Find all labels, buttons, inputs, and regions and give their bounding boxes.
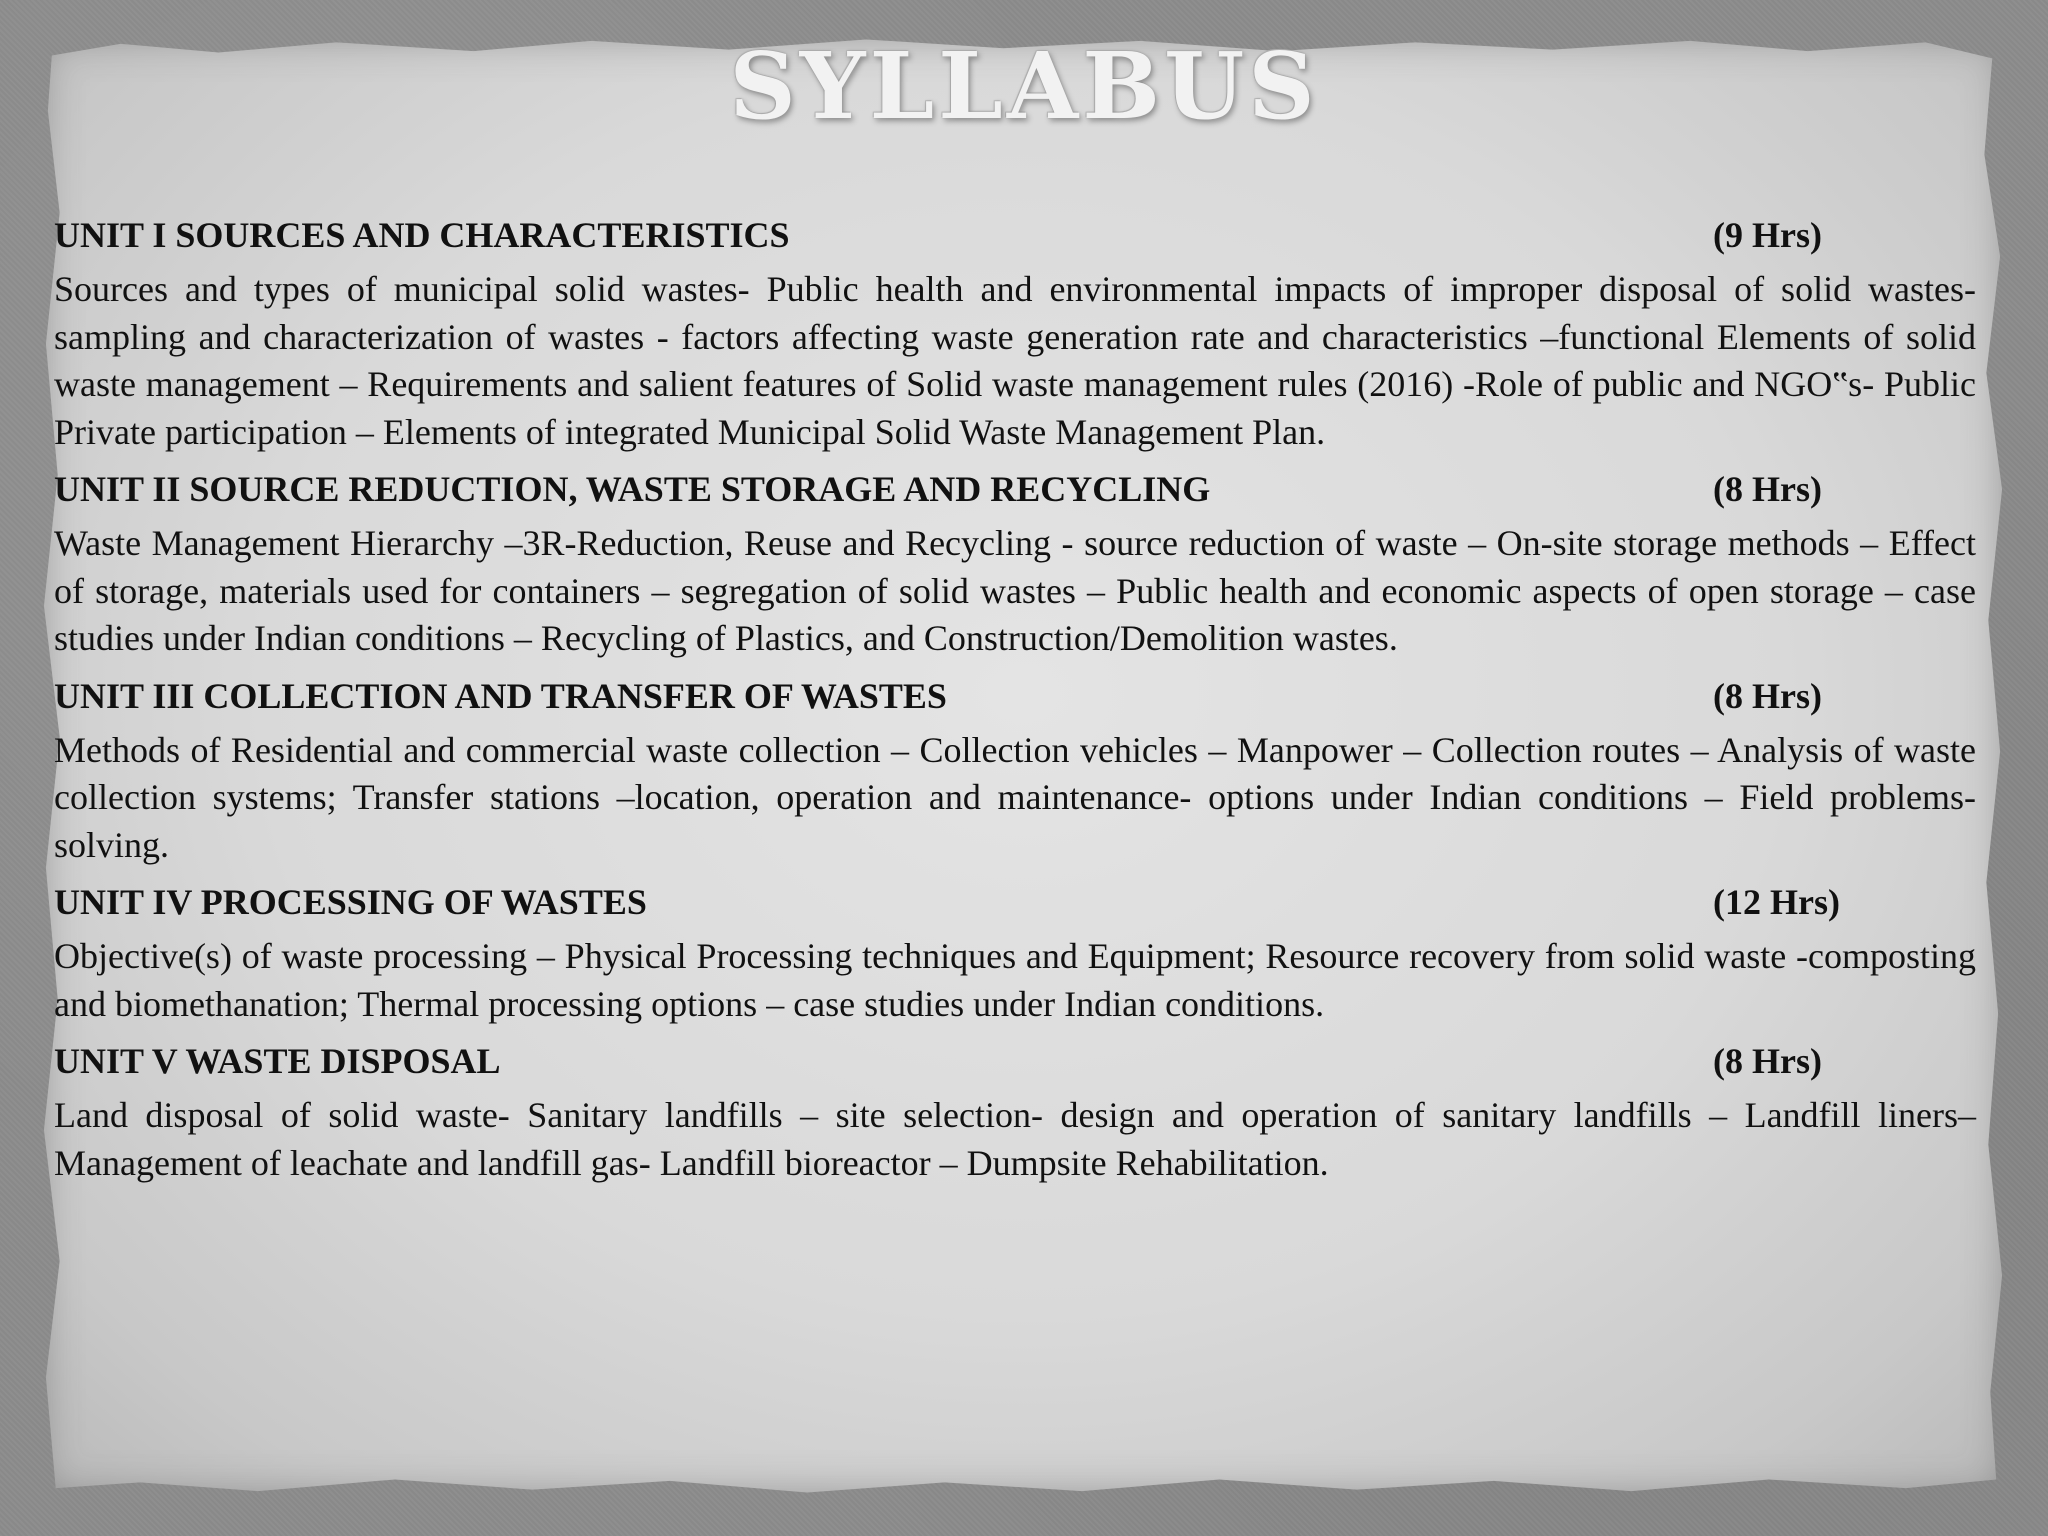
unit-5-heading xyxy=(54,1038,1976,1084)
unit-2-title: UNIT II SOURCE REDUCTION, WASTE STORAGE AND RECYCLING xyxy=(54,469,1211,509)
syllabus-content xyxy=(54,212,1976,1197)
unit-1-hours: (9 Hrs) xyxy=(1713,215,1822,255)
unit-2-heading xyxy=(54,466,1976,512)
unit-4-hours: (12 Hrs) xyxy=(1713,882,1840,922)
unit-5-description: Land disposal of solid waste- Sanitary landfills – site selection- design and operation of sanitary landfills – Landfill liners– Management of leachate and landfill gas- Landfill bioreactor – Dumpsite Rehabilitation. xyxy=(54,1095,1976,1183)
unit-4-heading xyxy=(54,879,1976,925)
unit-1-heading xyxy=(54,212,1976,258)
unit-1-description: Sources and types of municipal solid wastes- Public health and environmental impacts of improper disposal of solid wastes- sampling and characterization of wastes - factors affecting waste generation rate and characteristics –functional Elements of solid waste management – Requirements and salient features of Solid waste management rules (2016) -Role of public and NGO‟s- Public Private participation – Elements of integrated Municipal Solid Waste Management Plan. xyxy=(54,269,1976,452)
unit-3-description: Methods of Residential and commercial waste collection – Collection vehicles – Manpower – Collection routes – Analysis of waste collection systems; Transfer stations –location, operation and maintenance- options under Indian conditions – Field problems- solving. xyxy=(54,729,1976,865)
unit-5-hours: (8 Hrs) xyxy=(1713,1041,1822,1081)
unit-1-title: UNIT I SOURCES AND CHARACTERISTICS xyxy=(54,215,790,255)
slide-title: SYLLABUS xyxy=(729,32,1319,140)
unit-3-title: UNIT III COLLECTION AND TRANSFER OF WASTES xyxy=(54,675,947,716)
unit-4-title: UNIT IV PROCESSING OF WASTES xyxy=(54,882,647,922)
unit-5-title: UNIT V WASTE DISPOSAL xyxy=(54,1041,501,1081)
unit-4-description: Objective(s) of waste processing – Physical Processing techniques and Equipment; Resource recovery from solid waste -composting and biomethanation; Thermal processing options – case studies under Indian conditions. xyxy=(54,936,1976,1024)
unit-2-hours: (8 Hrs) xyxy=(1713,469,1822,509)
unit-2-description: Waste Management Hierarchy –3R-Reduction, Reuse and Recycling - source reduction of waste – On-site storage methods – Effect of storage, materials used for containers – segregation of solid wastes – Public health and economic aspects of open storage – case studies under Indian conditions – Recycling of Plastics, and Construction/Demolition wastes. xyxy=(54,523,1976,658)
unit-3-hours: (8 Hrs) xyxy=(1713,675,1822,716)
unit-3-heading xyxy=(54,673,1976,719)
